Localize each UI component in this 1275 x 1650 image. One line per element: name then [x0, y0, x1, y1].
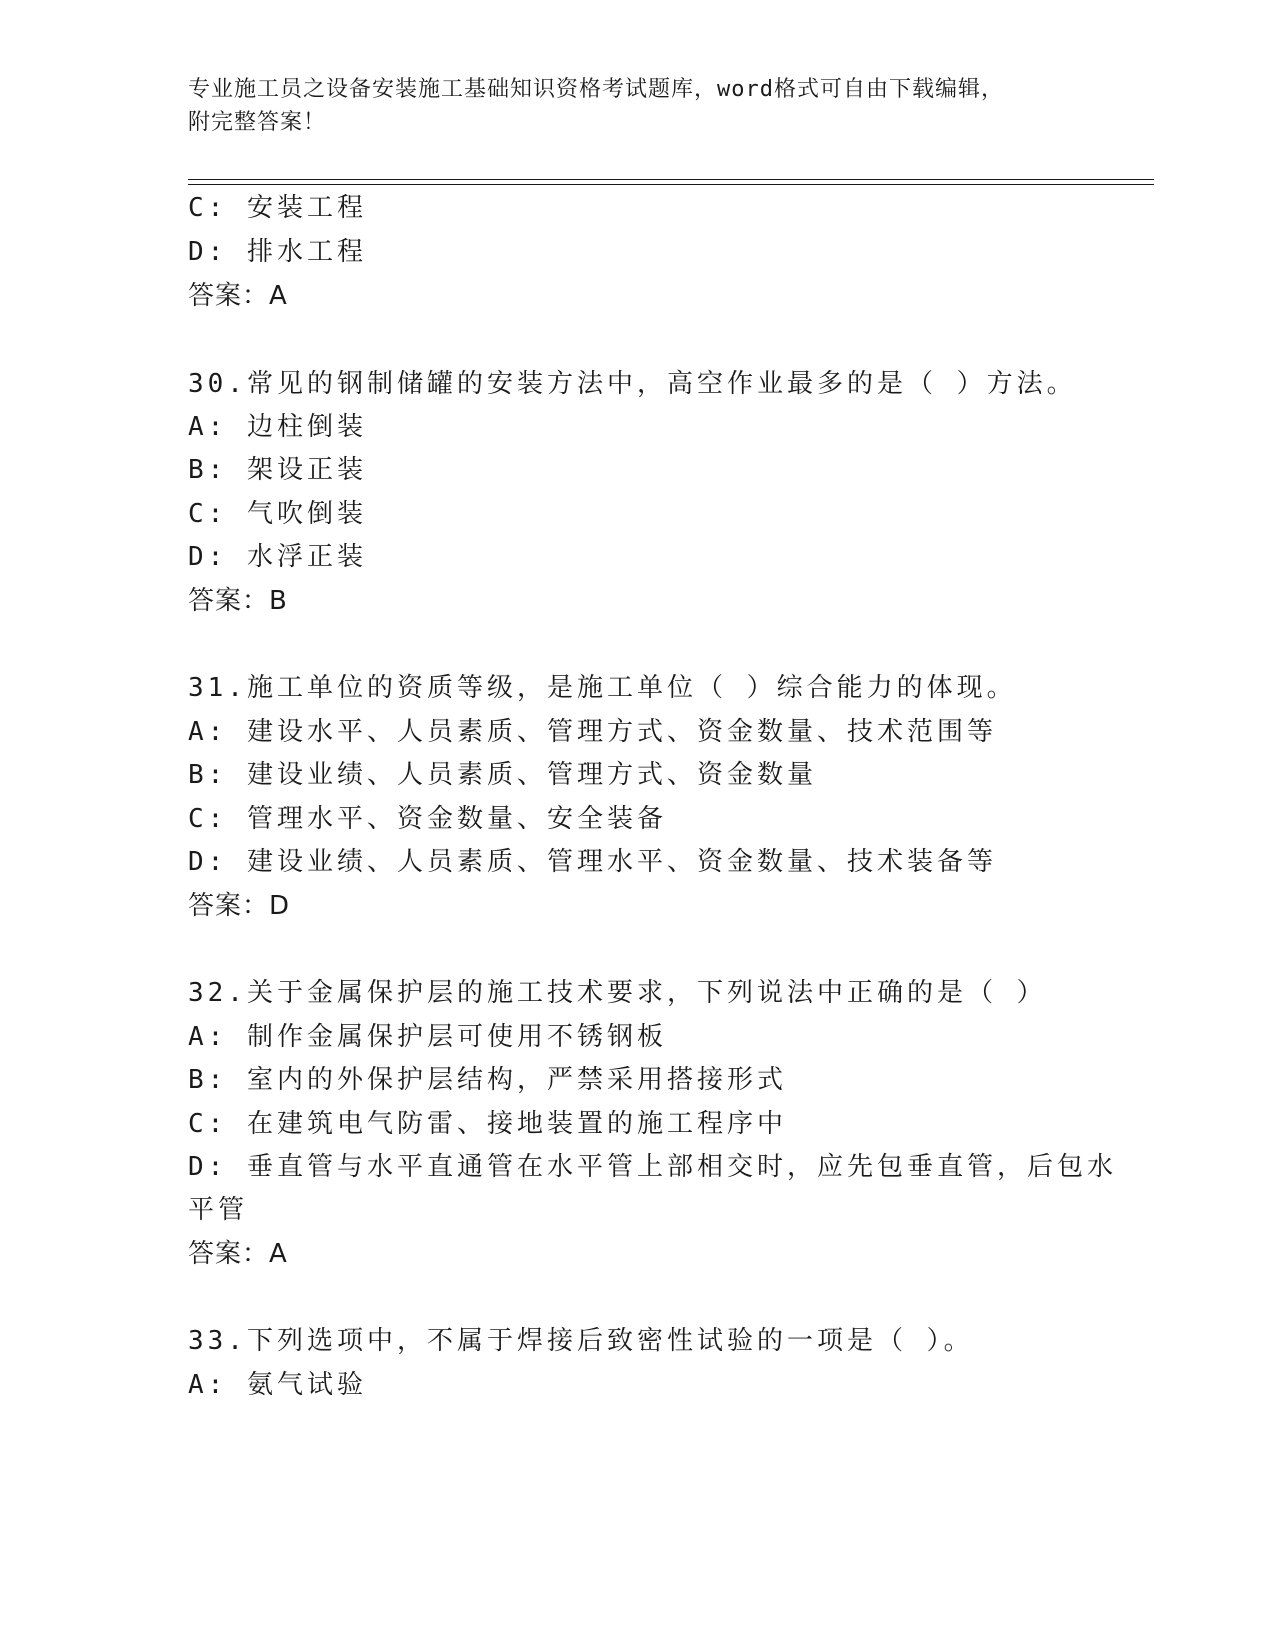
- q30-answer: 答案：B: [188, 586, 288, 616]
- document-header: [188, 73, 1088, 139]
- header-line-1: 专业施工员之设备安装施工基础知识资格考试题库，word格式可自由下载编辑，: [188, 77, 1004, 102]
- q29-option-d: D: 排水工程: [188, 237, 367, 267]
- header-divider-top: [188, 179, 1154, 180]
- q33-question: 33.下列选项中，不属于焊接后致密性试验的一项是（ ）。: [188, 1326, 974, 1356]
- q30-option-b: B: 架设正装: [188, 455, 367, 485]
- q32-option-d-line-2: 平管: [188, 1195, 249, 1225]
- q31-option-d: D: 建设业绩、人员素质、管理水平、资金数量、技术装备等: [188, 847, 997, 877]
- q31-option-b: B: 建设业绩、人员素质、管理方式、资金数量: [188, 760, 817, 790]
- q31-option-a: A: 建设水平、人员素质、管理方式、资金数量、技术范围等: [188, 717, 997, 747]
- q30-option-a: A: 边柱倒装: [188, 412, 367, 442]
- q32-option-b: B: 室内的外保护层结构，严禁采用搭接形式: [188, 1065, 787, 1095]
- q29-answer: 答案：A: [188, 281, 288, 311]
- q32-question: 32.关于金属保护层的施工技术要求，下列说法中正确的是（ ）: [188, 978, 1047, 1008]
- q32-answer: 答案：A: [188, 1239, 288, 1269]
- q31-question: 31.施工单位的资质等级，是施工单位（ ）综合能力的体现。: [188, 673, 1017, 703]
- q32-option-d-line-1: D: 垂直管与水平直通管在水平管上部相交时，应先包垂直管，后包水: [188, 1152, 1117, 1182]
- q33-option-a: A: 氨气试验: [188, 1370, 367, 1400]
- q31-answer: 答案：D: [188, 891, 291, 921]
- q30-option-c: C: 气吹倒装: [188, 499, 367, 529]
- q29-option-c: C: 安装工程: [188, 193, 367, 223]
- header-divider-bottom: [188, 184, 1154, 185]
- q30-question: 30.常见的钢制储罐的安装方法中，高空作业最多的是（ ）方法。: [188, 369, 1077, 399]
- q30-option-d: D: 水浮正装: [188, 542, 367, 572]
- q31-option-c: C: 管理水平、资金数量、安全装备: [188, 804, 667, 834]
- q32-option-a: A: 制作金属保护层可使用不锈钢板: [188, 1022, 667, 1052]
- q32-option-c: C: 在建筑电气防雷、接地装置的施工程序中: [188, 1109, 787, 1139]
- header-line-2: 附完整答案！: [188, 110, 327, 135]
